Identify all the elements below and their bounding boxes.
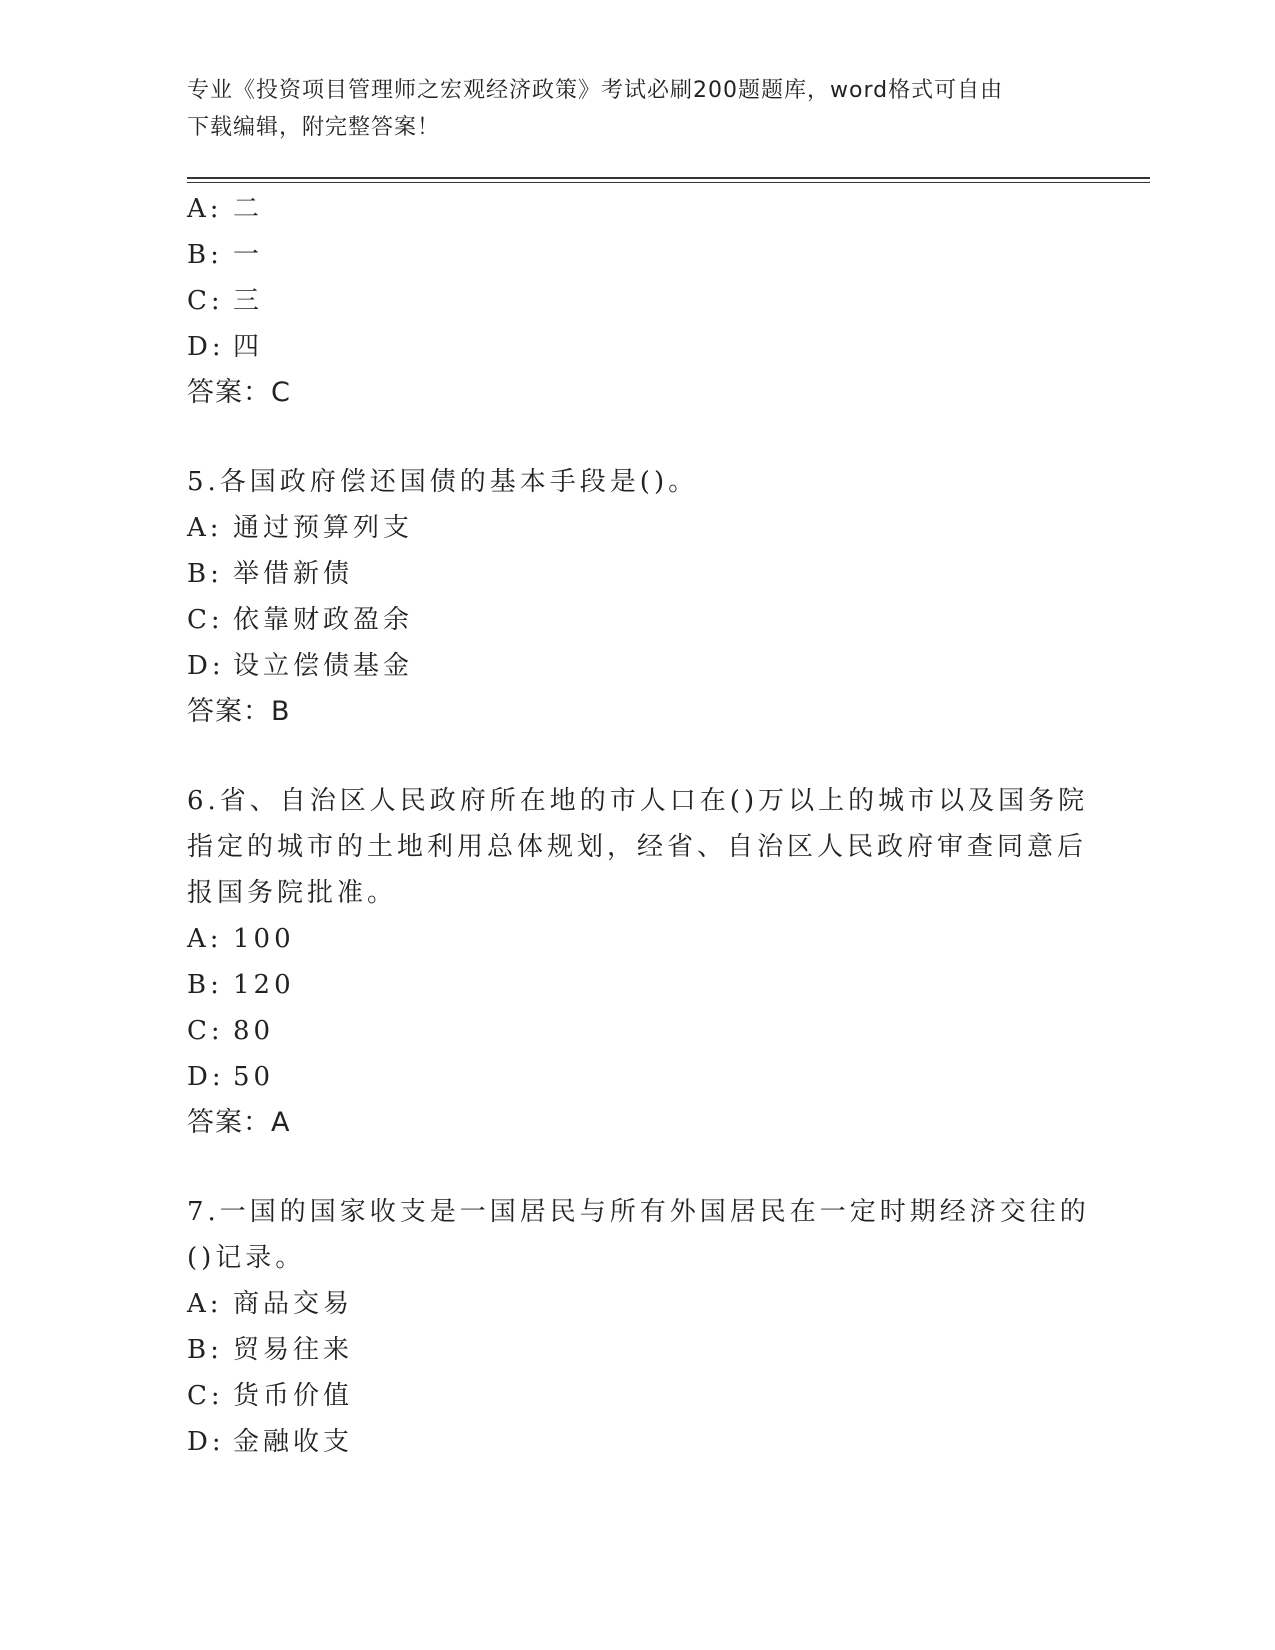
option-c: C: 80 — [187, 1016, 275, 1046]
option-c: C: 依靠财政盈余 — [187, 605, 414, 635]
question-6 — [187, 778, 1089, 1146]
answer-text: 答案：A — [187, 1107, 291, 1138]
option-a: A: 商品交易 — [187, 1289, 354, 1319]
option-a: A: 100 — [187, 924, 295, 954]
question-stem — [187, 459, 1067, 505]
question-stem — [187, 778, 1089, 916]
header-divider-bottom — [187, 182, 1150, 183]
answer-text: 答案：C — [187, 377, 291, 408]
option-d: D: 金融收支 — [187, 1427, 354, 1457]
option-c: C: 货币价值 — [187, 1381, 354, 1411]
option-a: A: 通过预算列支 — [187, 513, 414, 543]
question-gap — [187, 735, 1067, 778]
question-4 — [187, 186, 1067, 416]
question-5 — [187, 459, 1067, 735]
stem-line: 6.省、自治区人民政府所在地的市人口在()万以上的城市以及国务院 — [187, 786, 1089, 816]
answer-text: 答案：B — [187, 696, 291, 727]
document-header — [187, 72, 1067, 146]
option-d: D: 设立偿债基金 — [187, 651, 414, 681]
option-d: D: 四 — [187, 332, 264, 362]
option-d: D: 50 — [187, 1062, 275, 1092]
header-line-2: 下载编辑，附完整答案！ — [187, 115, 441, 140]
stem-line: 7.一国的国家收支是一国居民与所有外国居民在一定时期经济交往的 — [187, 1197, 1090, 1227]
option-b: B: 举借新债 — [187, 559, 354, 589]
stem-line: 报国务院批准。 — [187, 878, 398, 908]
option-b: B: 一 — [187, 240, 264, 270]
question-stem — [187, 1189, 1090, 1281]
stem-line: 5.各国政府偿还国债的基本手段是()。 — [187, 467, 699, 497]
question-7 — [187, 1189, 1090, 1465]
header-line-1: 专业《投资项目管理师之宏观经济政策》考试必刷200题题库，word格式可自由 — [187, 78, 1004, 103]
question-gap — [187, 416, 1067, 459]
stem-line: 指定的城市的土地利用总体规划，经省、自治区人民政府审查同意后 — [187, 832, 1088, 862]
question-list — [187, 186, 1090, 1465]
question-gap — [187, 1146, 1067, 1189]
option-b: B: 贸易往来 — [187, 1335, 354, 1365]
header-divider-top — [187, 177, 1150, 179]
option-b: B: 120 — [187, 970, 295, 1000]
option-a: A: 二 — [187, 194, 264, 224]
stem-line: ()记录。 — [187, 1243, 306, 1273]
option-c: C: 三 — [187, 286, 264, 316]
